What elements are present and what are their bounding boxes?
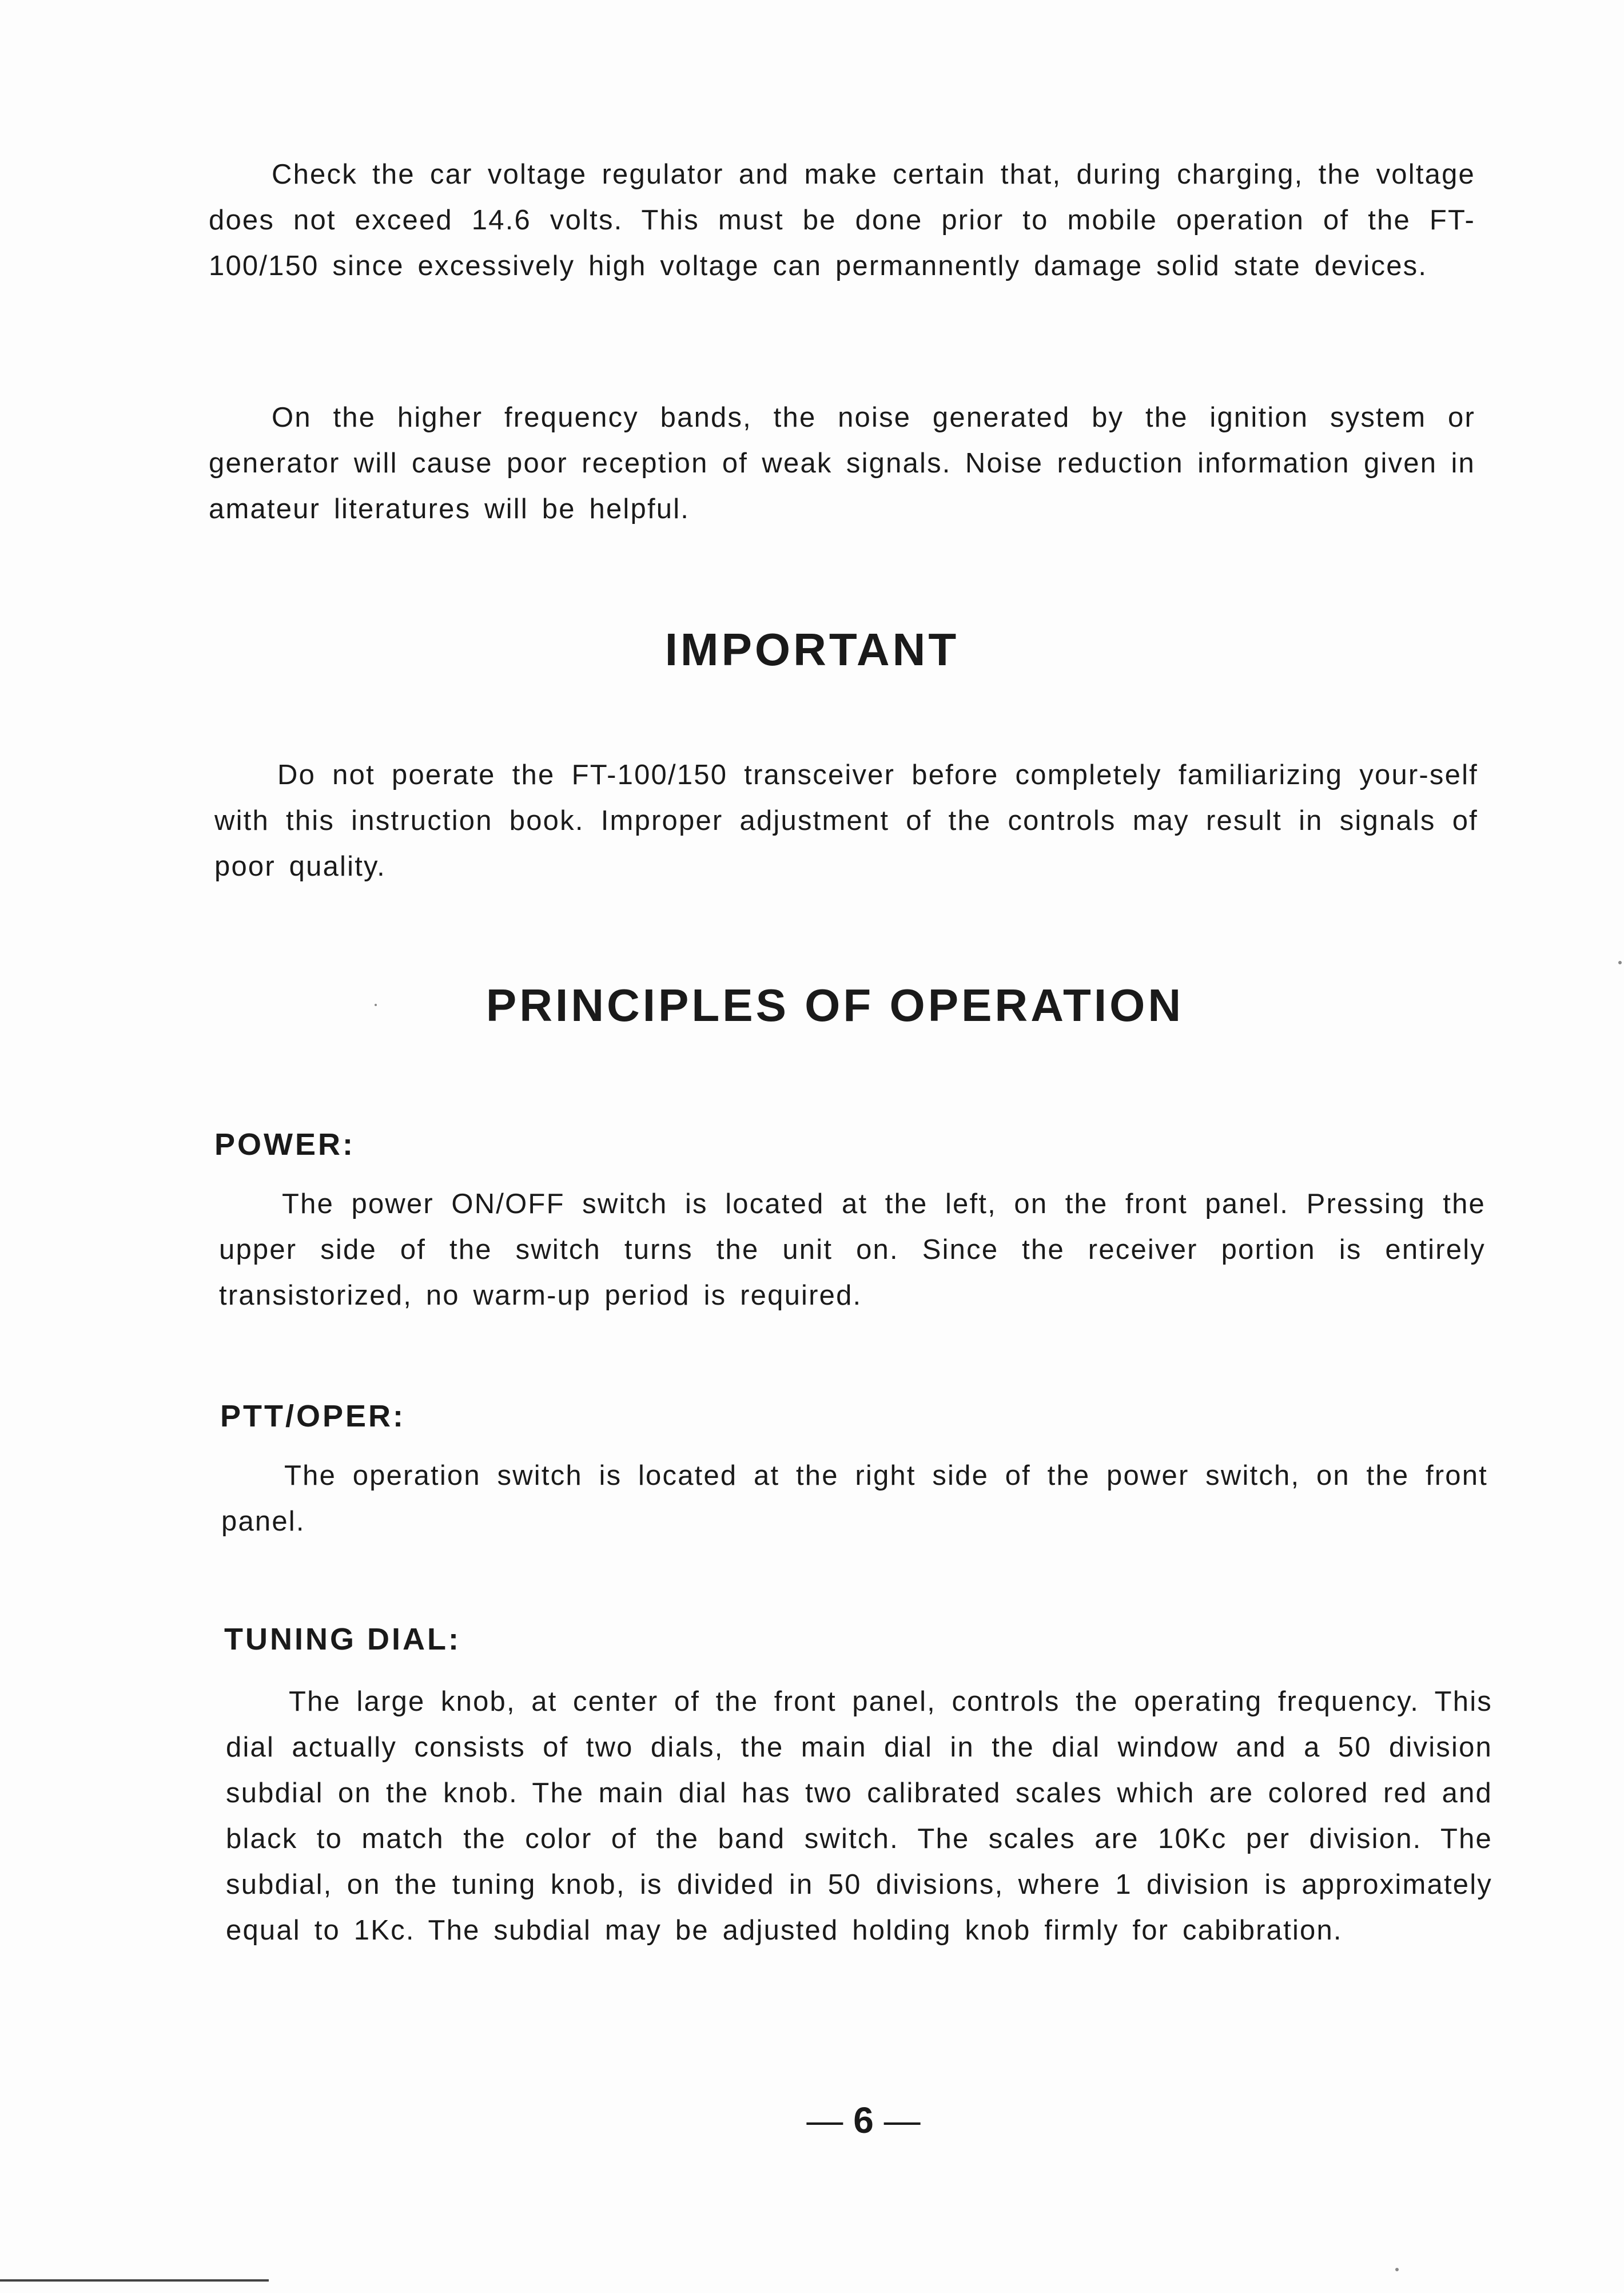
paragraph-voltage-check: Check the car voltage regulator and make certain that, during charging, the voltage does not exceed 14.6 volts. This must be done prior to mobile operation of the FT-100/150 since excessively high voltage can permannently damage solid state devices. [209,159,1475,281]
paragraph-tuning-dial: The large knob, at center of the front panel, controls the operating frequency. This dial actually consists of two dials, the main dial in the dial window and a 50 division subdial on the knob. The main dial has two calibrated scales which are colored red and black to match the color of the band switch. The scales are 10Kc per division. The subdial, on the tuning knob, is divided in 50 divisions, where 1 division is approximately equal to 1Kc. The subdial may be adjusted holding knob firmly for cabibration. [226,1686,1492,1946]
scan-speck [375,1004,377,1006]
dash-left: — [806,2100,843,2141]
page-number [783,2099,944,2141]
ptt-oper-heading: PTT/OPER: [220,1399,406,1433]
important-heading: IMPORTANT [664,624,960,675]
tuning-dial-heading: TUNING DIAL: [224,1622,461,1656]
scan-speck [1395,2268,1399,2271]
paragraph-noise: On the higher frequency bands, the noise generated by the ignition system or generator will cause poor reception of weak signals. Noise reduction information given in amateur literatures will be helpful. [209,402,1475,524]
dash-right: — [883,2100,921,2141]
bottom-rule [0,2279,269,2282]
paragraph-power: The power ON/OFF switch is located at the left, on the front panel. Pressing the upper side of the switch turns the unit on. Since the receiver portion is entirely transistorized, no warm-up period is required. [219,1189,1486,1311]
principles-heading: PRINCIPLES OF OPERATION [485,980,1184,1031]
scan-speck [1618,961,1622,964]
power-heading: POWER: [214,1127,355,1162]
paragraph-important: Do not poerate the FT-100/150 transceiver before completely familiarizing your-self with this instruction book. Improper adjustment of the controls may result in signals of poor quality. [214,760,1478,882]
paragraph-ptt-oper: The operation switch is located at the right side of the power switch, on the front panel. [221,1460,1488,1537]
page-number-value: 6 [853,2100,874,2141]
